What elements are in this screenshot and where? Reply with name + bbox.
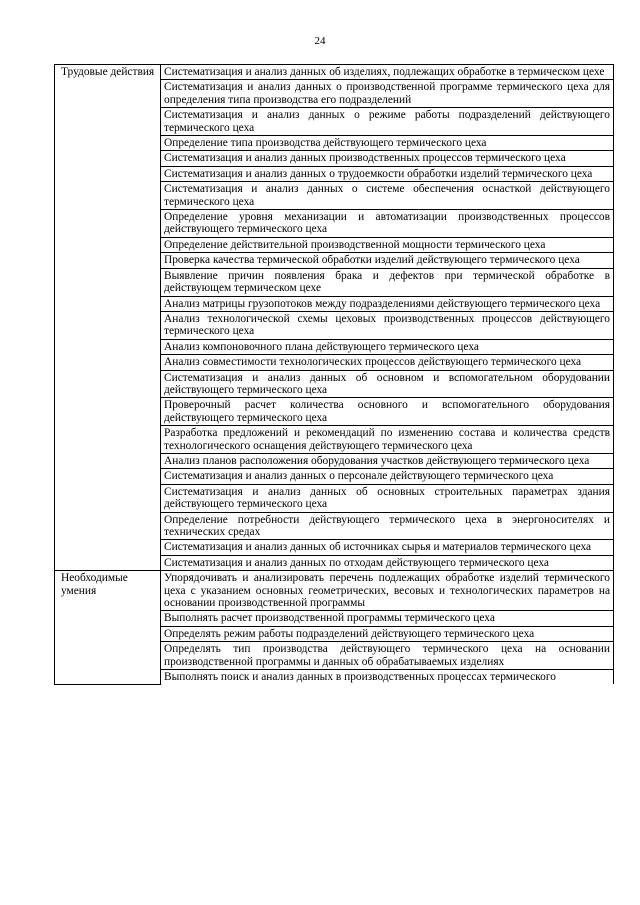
table-cell-item: Систематизация и анализ данных о системе обеспечения оснасткой действующего термического цеха: [161, 182, 614, 210]
table-cell-item: Анализ планов расположения оборудования участков действующего термического цеха: [161, 453, 614, 468]
page-number: 24: [314, 35, 326, 47]
table-cell-item: Определение уровня механизации и автоматизации производственных процессов действующего термического цеха: [161, 210, 614, 238]
table-cell-item: Систематизация и анализ данных об изделиях, подлежащих обработке в термическом цехе: [161, 65, 614, 80]
table-cell-item: Систематизация и анализ данных по отходам действующего термического цеха: [161, 555, 614, 570]
table-cell-item: Анализ технологической схемы цеховых производственных процессов действующего термического цеха: [161, 311, 614, 339]
table-cell-item: Определение действительной производственной мощности термического цеха: [161, 237, 614, 252]
table-row: [55, 65, 614, 80]
section-label: Необходимые умения: [55, 571, 161, 685]
table-cell-item: Выполнять поиск и анализ данных в производственных процессах термического: [161, 670, 614, 685]
table-cell-item: Систематизация и анализ данных о производственной программе термического цеха для определения типа производства его подразделений: [161, 80, 614, 108]
section-label: Трудовые действия: [55, 65, 161, 571]
table-cell-item: Систематизация и анализ данных производственных процессов термического цеха: [161, 151, 614, 166]
table-cell-item: Анализ матрицы грузопотоков между подразделениями действующего термического цеха: [161, 296, 614, 311]
table-cell-item: Систематизация и анализ данных об основных строительных параметрах здания действующего термического цеха: [161, 484, 614, 512]
table-cell-item: Анализ совместимости технологических процессов действующего термического цеха: [161, 355, 614, 370]
table-cell-item: Определять тип производства действующего термического цеха на основании производственной программы и данных об обрабатываемых изделиях: [161, 642, 614, 670]
table-cell-item: Систематизация и анализ данных об основном и вспомогательном оборудовании действующего термического цеха: [161, 370, 614, 398]
table-cell-item: Систематизация и анализ данных об источниках сырья и материалов термического цеха: [161, 540, 614, 555]
table-cell-item: Выполнять расчет производственной программы термического цеха: [161, 611, 614, 626]
qualification-table: [54, 64, 614, 685]
table-row: [55, 571, 614, 611]
table-cell-item: Анализ компоновочного плана действующего термического цеха: [161, 339, 614, 354]
table-cell-item: Упорядочивать и анализировать перечень подлежащих обработке изделий термического цеха с указанием основных геометрических, весовых и технологических параметров на основании производственной программы: [161, 571, 614, 611]
table-cell-item: Проверка качества термической обработки изделий действующего термического цеха: [161, 253, 614, 268]
table-cell-item: Определять режим работы подразделений действующего термического цеха: [161, 626, 614, 641]
table-cell-item: Разработка предложений и рекомендаций по изменению состава и количества средств технологического оснащения действующего термического цеха: [161, 426, 614, 454]
table-cell-item: Систематизация и анализ данных о режиме работы подразделений действующего термического цеха: [161, 108, 614, 136]
table-cell-item: Систематизация и анализ данных о трудоемкости обработки изделий термического цеха: [161, 166, 614, 181]
table-cell-item: Систематизация и анализ данных о персонале действующего термического цеха: [161, 469, 614, 484]
table-cell-item: Выявление причин появления брака и дефектов при термической обработке в действующем термическом цехе: [161, 268, 614, 296]
table-cell-item: Определение потребности действующего термического цеха в энергоносителях и технических средах: [161, 512, 614, 540]
table-cell-item: Проверочный расчет количества основного и вспомогательного оборудования действующего термического цеха: [161, 398, 614, 426]
table-cell-item: Определение типа производства действующего термического цеха: [161, 136, 614, 151]
